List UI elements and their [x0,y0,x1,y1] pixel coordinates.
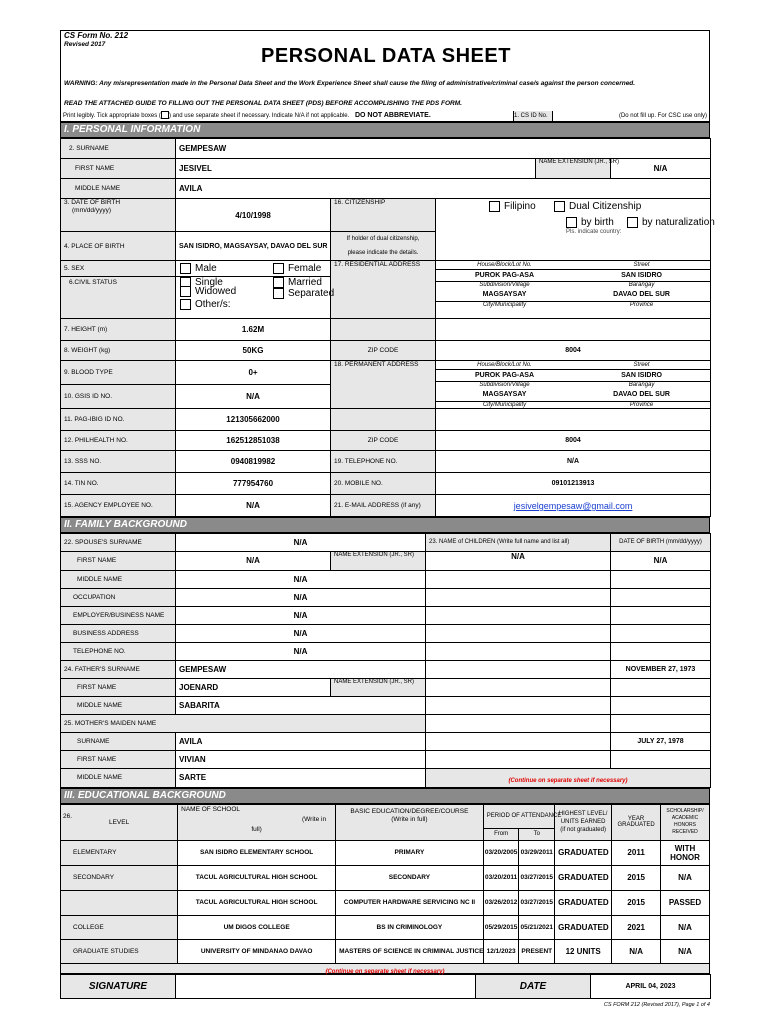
father-middle-label: MIDDLE NAME [61,696,176,714]
edu-course[interactable]: BS IN CRIMINOLOGY [336,915,484,939]
edu-row [61,915,710,939]
edu-units[interactable]: GRADUATED [555,840,612,865]
mother-maiden-label: 25. MOTHER'S MAIDEN NAME [61,714,426,732]
edu-units[interactable]: GRADUATED [555,915,612,939]
widowed-label: Widowed [195,286,237,298]
mother-surname-label: SURNAME [61,732,176,750]
male-option[interactable] [180,263,217,274]
instruction-row [60,111,710,122]
mobile-label: 20. MOBILE NO. [331,472,436,494]
by-naturalization-option[interactable] [627,217,715,228]
perm-house-label: House/Block/Lot No. [436,361,573,369]
widowed-option[interactable] [180,286,236,297]
children-label: 23. NAME of CHILDREN (Write full name and list all) [426,533,611,551]
separated-checkbox[interactable] [273,288,284,299]
warning-text: WARNING: Any misrepresentation made in the Personal Data Sheet and the Work Experience Sheet shall cause the filing of administrative/criminal case/s against the person concerned. [64,80,636,87]
perm-house-value[interactable]: PUROK PAG-ASA [475,371,534,379]
edu-level: ELEMENTARY [61,840,178,865]
spouse-surname-label: 22. SPOUSE'S SURNAME [61,533,176,551]
child-dob-value[interactable]: N/A [611,551,711,570]
mother-middle-label: MIDDLE NAME [61,768,176,787]
edu-year[interactable]: 2015 [612,890,661,915]
mother-surname-value[interactable]: AVILA [176,732,426,750]
edu-honors[interactable]: WITH HONOR [661,840,710,865]
res-city-label: City/Municipality [436,301,573,309]
pob-label: 4. PLACE OF BIRTH [61,232,176,261]
indicate-country: Pls. indicate country: [566,229,622,235]
form-number: CS Form No. 212 [64,31,129,40]
filipino-checkbox[interactable] [489,201,500,212]
edu-school[interactable]: TACUL AGRICULTURAL HIGH SCHOOL [178,865,336,890]
father-middle-value[interactable]: SABARITA [176,696,426,714]
res-zip-label: ZIP CODE [331,341,436,361]
edu-year-header: YEAR GRADUATED [612,804,661,840]
father-surname-label: 24. FATHER'S SURNAME [61,660,176,678]
employer-label: EMPLOYER/BUSINESS NAME [61,606,176,624]
dual-note-1: If holder of dual citizenship, [346,236,420,242]
edu-school-header-3: full) [251,825,262,833]
section-educational-background: III. EDUCATIONAL BACKGROUND [60,788,710,804]
married-checkbox[interactable] [273,277,284,288]
mother-first-label: FIRST NAME [61,750,176,768]
edu-course[interactable]: COMPUTER HARDWARE SERVICING NC II [336,890,484,915]
gsis-label: 10. GSIS ID NO. [61,384,176,408]
philhealth-label: 12. PHILHEALTH NO. [61,430,176,450]
father-dob-value[interactable]: NOVEMBER 27, 1973 [611,660,711,678]
edu-honors[interactable]: N/A [661,915,710,939]
female-label: Female [288,263,322,275]
employer-value[interactable]: N/A [176,606,426,624]
name-ext-value[interactable]: N/A [611,159,711,179]
others-label: Other/s: [195,299,231,311]
perm-street-label: Street [573,361,710,369]
surname-value[interactable]: GEMPESAW [176,139,711,159]
philhealth-value[interactable]: 162512851038 [176,430,331,450]
res-zip-value[interactable]: 8004 [436,341,711,361]
edu-year[interactable]: 2021 [612,915,661,939]
edu-units-header-2: (if not graduated) [560,827,606,833]
form-header [60,30,710,111]
telephone-value[interactable]: N/A [436,450,711,472]
pob-value[interactable]: SAN ISIDRO, MAGSAYSAY, DAVAO DEL SUR [176,232,331,261]
edu-honors[interactable]: N/A [661,865,710,890]
widowed-checkbox[interactable] [180,286,191,297]
family-table [60,533,711,788]
perm-city-label: City/Municipality [436,401,573,408]
dual-label: Dual Citizenship [569,201,642,213]
edu-course-header-2: (Write in full) [391,815,428,823]
tin-label: 14. TIN NO. [61,472,176,494]
edu-number: 26. [63,812,73,820]
dual-option[interactable] [554,201,641,212]
residential-address-label: 17. RESIDENTIAL ADDRESS [331,261,436,319]
dual-checkbox[interactable] [554,201,565,212]
tick-box-example [161,111,169,119]
by-birth-label: by birth [581,217,614,229]
edu-from-header: From [483,828,519,840]
sss-label: 13. SSS NO. [61,450,176,472]
occupation-label: OCCUPATION [61,588,176,606]
edu-school[interactable]: UNIVERSITY OF MINDANAO DAVAO [178,939,336,963]
business-address-value[interactable]: N/A [176,624,426,642]
father-surname-value[interactable]: GEMPESAW [176,660,426,678]
edu-row [61,890,710,915]
res-house-label: House/Block/Lot No. [436,261,573,269]
spouse-telephone-label: TELEPHONE NO. [61,642,176,660]
spouse-surname-value[interactable]: N/A [176,533,426,551]
father-first-label: FIRST NAME [61,678,176,696]
mother-first-value[interactable]: VIVIAN [176,750,426,768]
child-dob-label: DATE OF BIRTH (mm/dd/yyyy) [611,533,711,551]
by-birth-checkbox[interactable] [566,217,577,228]
by-naturalization-label: by naturalization [642,217,715,229]
height-value[interactable]: 1.62M [176,319,331,341]
perm-street-value[interactable]: SAN ISIDRO [621,371,662,379]
edu-units[interactable]: GRADUATED [555,890,612,915]
spouse-telephone-value[interactable]: N/A [176,642,426,660]
no-abbreviate: DO NOT ABBREVIATE. [354,112,431,119]
perm-subdiv-label: Subdivision/Village [436,381,573,389]
edu-to[interactable]: PRESENT [519,939,555,963]
edu-to[interactable]: 03/27/2015 [519,865,555,890]
telephone-label: 19. TELEPHONE NO. [331,450,436,472]
edu-units-header: HIGHEST LEVEL/ UNITS EARNED [558,811,608,825]
agency-no-value[interactable]: N/A [176,494,331,516]
pagibig-label: 11. PAG-IBIG ID NO. [61,408,176,430]
edu-units[interactable]: 12 UNITS [555,939,612,963]
agency-no-label: 15. AGENCY EMPLOYEE NO. [61,494,176,516]
edu-level: GRADUATE STUDIES [61,939,178,963]
date-value[interactable]: APRIL 04, 2023 [591,974,711,998]
print-note-a: Print legibly. Tick appropriate boxes ( [63,113,161,119]
middle-name-label: MIDDLE NAME [61,179,176,199]
signature-label: SIGNATURE [61,974,176,998]
female-checkbox[interactable] [273,263,284,274]
spouse-middle-label: MIDDLE NAME [61,570,176,588]
perm-prov-value[interactable]: DAVAO DEL SUR [613,391,670,399]
edu-year[interactable]: 2011 [612,840,661,865]
edu-level: SECONDARY [61,865,178,890]
edu-from[interactable]: 12/1/2023 [483,939,519,963]
married-option[interactable] [273,277,322,288]
res-subdiv-label: Subdivision/Village [436,281,573,289]
edu-to[interactable]: 05/21/2021 [519,915,555,939]
edu-row [61,840,710,865]
business-address-label: BUSINESS ADDRESS [61,624,176,642]
perm-zip-label: ZIP CODE [331,430,436,450]
edu-period-header: PERIOD OF ATTENDANCE [483,804,554,828]
perm-city-value[interactable]: MAGSAYSAY [482,391,527,399]
mother-middle-value[interactable]: SARTE [176,768,426,787]
others-checkbox[interactable] [180,299,191,310]
pds-form [60,30,715,1008]
height-label: 7. HEIGHT (m) [61,319,176,341]
edu-level [61,890,178,915]
edu-from[interactable]: 03/20/2005 [483,840,519,865]
edu-continue-note: (Continue on separate sheet if necessary) [325,968,445,975]
citizenship-label: 16. CITIZENSHIP [331,199,436,232]
filipino-label: Filipino [504,201,536,213]
name-ext-label: NAME EXTENSION (JR., SR) [536,159,611,179]
occupation-value[interactable]: N/A [176,588,426,606]
date-label: DATE [476,974,591,998]
signature-table [60,974,711,999]
separated-label: Separated [288,288,335,300]
res-prov-value[interactable]: DAVAO DEL SUR [613,291,670,299]
father-ext-label: NAME EXTENSION (JR., SR) [331,678,426,696]
form-revision: Revised 2017 [64,41,106,48]
by-naturalization-checkbox[interactable] [627,217,638,228]
edu-course-header: BASIC EDUCATION/DEGREE/COURSE [350,807,469,815]
spouse-ext-label: NAME EXTENSION (JR., SR) [331,551,426,570]
single-label: Single [195,277,223,289]
others-option[interactable] [180,299,231,310]
edu-level: COLLEGE [61,915,178,939]
child-name-value[interactable]: N/A [426,551,611,570]
male-label: Male [195,263,217,275]
edu-course[interactable]: MASTERS OF SCIENCE IN CRIMINAL JUSTICE [336,939,484,963]
blood-type-label: 9. BLOOD TYPE [61,361,176,385]
edu-honors-header: SCHOLARSHIP/ ACADEMIC HONORS RECEIVED [661,804,710,840]
dob-format: (mm/dd/yyyy) [72,207,111,214]
section-personal-information: I. PERSONAL INFORMATION [60,122,710,138]
edu-row [61,939,710,963]
email-link[interactable]: jesivelgempesaw@gmail.com [513,501,633,511]
surname-label: 2. SURNAME [61,139,176,159]
pagibig-value[interactable]: 121305662000 [176,408,331,430]
dob-label: 3. DATE OF BIRTH [64,199,121,206]
sex-label: 5. SEX [61,261,176,277]
first-name-label: FIRST NAME [61,159,176,179]
blood-type-value[interactable]: 0+ [176,361,331,385]
education-table [60,804,710,964]
middle-name-value[interactable]: AVILA [176,179,711,199]
dob-value[interactable]: 4/10/1998 [176,199,331,232]
edu-row [61,865,710,890]
print-note-b: ) and use separate sheet if necessary. Indicate N/A if not applicable. [168,113,350,119]
sss-value[interactable]: 0940819982 [176,450,331,472]
edu-to-header: To [519,828,555,840]
perm-brgy-label: Barangay [573,381,710,389]
perm-prov-label: Province [573,401,710,408]
tin-value[interactable]: 777954760 [176,472,331,494]
csid-label: 1. CS ID No. [513,111,552,121]
guide-text: READ THE ATTACHED GUIDE TO FILLING OUT THE PERSONAL DATA SHEET (PDS) BEFORE ACCOMPLISHING THE PDS FORM. [64,100,462,107]
res-street-label: Street [573,261,710,269]
mobile-value[interactable]: 09101213913 [436,472,711,494]
dual-note-2: please indicate the details. [347,250,419,256]
edu-units[interactable]: GRADUATED [555,865,612,890]
personal-info-table [60,138,715,517]
father-first-value[interactable]: JOENARD [176,678,331,696]
mother-dob-value[interactable]: JULY 27, 1978 [611,732,711,750]
separated-option[interactable] [273,288,334,299]
section-family-background: II. FAMILY BACKGROUND [60,517,710,533]
edu-from[interactable]: 05/29/2015 [483,915,519,939]
family-continue-note: (Continue on separate sheet if necessary) [508,777,628,784]
spouse-first-label: FIRST NAME [61,551,176,570]
page-title: PERSONAL DATA SHEET [261,45,511,67]
married-label: Married [288,277,322,289]
edu-school[interactable]: UM DIGOS COLLEGE [178,915,336,939]
res-prov-label: Province [573,301,710,309]
edu-from[interactable]: 03/26/2012 [483,890,519,915]
edu-from[interactable]: 03/20/2011 [483,865,519,890]
spouse-first-value[interactable]: N/A [176,551,331,570]
edu-honors[interactable]: N/A [661,939,710,963]
csc-note: (Do not fill up. For CSC use only) [552,111,709,121]
res-city-value[interactable]: MAGSAYSAY [482,291,527,299]
spouse-middle-value[interactable]: N/A [176,570,426,588]
res-house-value[interactable]: PUROK PAG-ASA [475,271,534,279]
edu-honors[interactable]: PASSED [661,890,710,915]
filipino-option[interactable] [489,201,536,212]
civil-status-label: 6.CIVIL STATUS [61,277,176,319]
res-street-value[interactable]: SAN ISIDRO [621,271,662,279]
male-checkbox[interactable] [180,263,191,274]
by-birth-option[interactable] [566,217,614,228]
edu-school-header: NAME OF SCHOOL [181,805,241,813]
first-name-value[interactable]: JESIVEL [176,159,536,179]
edu-year[interactable]: N/A [612,939,661,963]
female-option[interactable] [273,263,321,274]
weight-label: 8. WEIGHT (kg) [61,341,176,361]
signature-field[interactable] [176,974,476,998]
page-note: CS FORM 212 (Revised 2017), Page 1 of 4 [603,1001,710,1008]
gsis-value[interactable]: N/A [176,384,331,408]
edu-to[interactable]: 03/29/2011 [519,840,555,865]
res-brgy-label: Barangay [573,281,710,289]
edu-school-header-2: (Write in [301,815,327,823]
edu-level-header: LEVEL [108,818,130,826]
edu-school[interactable]: SAN ISIDRO ELEMENTARY SCHOOL [178,840,336,865]
edu-to[interactable]: 03/27/2015 [519,890,555,915]
edu-course[interactable]: PRIMARY [336,840,484,865]
email-label: 21. E-MAIL ADDRESS (if any) [331,494,436,516]
edu-course[interactable]: SECONDARY [336,865,484,890]
edu-school[interactable]: TACUL AGRICULTURAL HIGH SCHOOL [178,890,336,915]
permanent-address-label: 18. PERMANENT ADDRESS [331,361,436,409]
edu-year[interactable]: 2015 [612,865,661,890]
perm-zip-value[interactable]: 8004 [436,430,711,450]
weight-value[interactable]: 50KG [176,341,331,361]
